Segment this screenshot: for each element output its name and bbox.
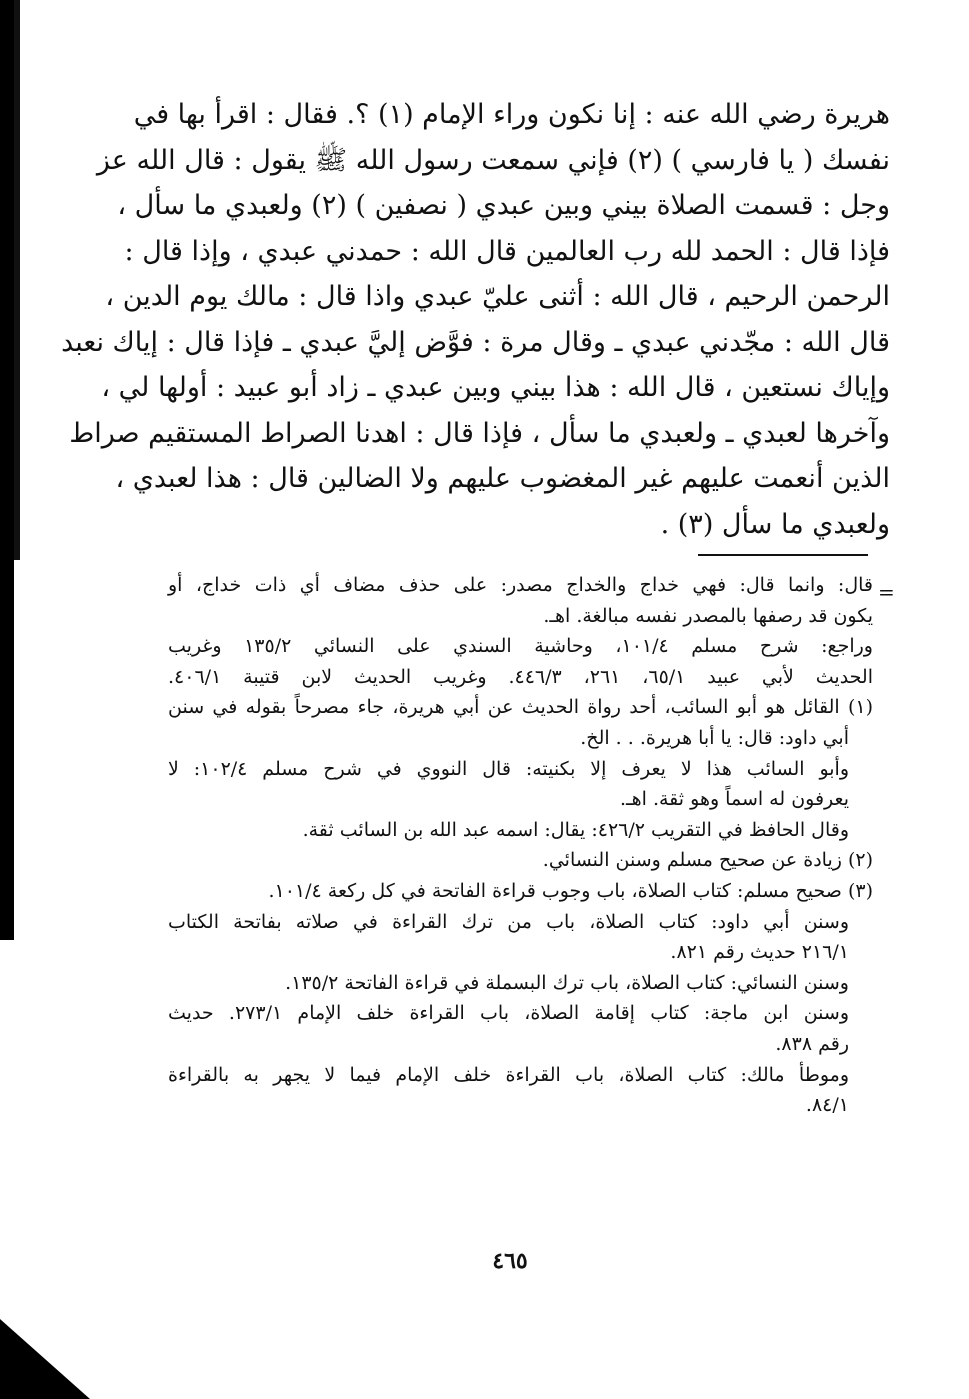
footnote-line: أبي داود: قال: يا أبا هريرة. . . الخ. [580, 726, 849, 749]
main-line: الذين أنعمت عليهم غير المغضوب عليهم ولا الضالين قال : هذا لعبدي ، [115, 463, 890, 494]
main-line: فإذا قال : الحمد لله رب العالمين قال الله : حمدني عبدي ، وإذا قال : [124, 235, 890, 267]
footnote-line: رقم ٨٣٨. [775, 1032, 849, 1055]
footnote-line: وراجع: شرح مسلم ١٠١/٤، وحاشية السندي على النسائي ١٣٥/٢ وغريب [168, 635, 873, 658]
footnote-line: وسنن النسائي: كتاب الصلاة، باب ترك البسملة في قراءة الفاتحة ١٣٥/٢. [285, 971, 849, 994]
main-text-block [61, 92, 890, 547]
footnote-line: وسنن ابن ماجة: كتاب إقامة الصلاة، باب القراءة خلف الإمام ٢٧٣/١. حديث [168, 1002, 850, 1025]
main-line: وجل : قسمت الصلاة بيني وبين عبدي ( نصفين ) (٢) ولعبدي ما سأل ، [117, 190, 890, 221]
main-line: ولعبدي ما سأل (٣) . [660, 508, 890, 540]
main-line: هريرة رضي الله عنه : إنا نكون وراء الإمام (١) ؟. فقال : اقرأ بها في [133, 99, 890, 130]
main-line: الرحمن الرحيم ، قال الله : أثنى عليّ عبدي واذا قال : مالك يوم الدين ، [105, 281, 890, 312]
footnote-line: وأبو السائب هذا لا يعرف إلا بكنيته: قال النووي في شرح مسلم ١٠٢/٤: لا [168, 757, 850, 780]
footnote-line: ٢١٦/١ حديث رقم ٨٢١. [670, 941, 849, 964]
footnotes-block [168, 570, 873, 1121]
footnote-line: وموطأ مالك: كتاب الصلاة، باب القراءة خلف الإمام فيما لا يجهر به بالقراءة [168, 1063, 849, 1086]
footnote-line: يعرفون له اسماً وهو ثقة. اهـ. [620, 788, 849, 811]
footnote-line: (٣) صحيح مسلم: كتاب الصلاة، باب وجوب قراءة الفاتحة في كل ركعة ١٠١/٤. [268, 879, 873, 902]
footnote-line: قال: وانما قال: فهي خداج والخداج مصدر: على حذف مضاف أي ذات خداج، أو [168, 574, 873, 596]
main-line: نفسك ( يا فارسي ) (٢) فإني سمعت رسول الله ﷺ يقول : قال الله عز [96, 144, 890, 176]
footnote-line: وقال الحافظ في التقريب ٤٢٦/٢: يقال: اسمه عبد الله بن السائب ثقة. [302, 818, 849, 841]
footnote-separator [698, 554, 868, 556]
scan-corner-shadow [0, 1319, 90, 1399]
footnote-line: (١) القائل هو أبو السائب، أحد رواة الحديث عن أبي هريرة، جاء مصرحاً بقوله في سنن [168, 696, 873, 719]
main-line: قال الله : مجّدني عبدي ـ وقال مرة : فوَّض إليَّ عبدي ـ فإذا قال : إياك نعبد [61, 326, 890, 358]
footnote-line: الحديث لأبي عبيد ٦٥/١، ٢٦١، ٤٤٦/٣. وغريب الحديث لابن قتيبة ٤٠٦/١. [168, 665, 873, 688]
footnote-line: يكون قد رصفها بالمصدر نفسه مبالغة. اهـ. [543, 604, 873, 627]
main-line: وإياك نستعين ، قال الله : هذا بيني وبين عبدي ـ زاد أبو عبيد : أولها لي ، [101, 372, 890, 403]
page-number: ٤٦٥ [492, 1248, 528, 1274]
footnote-line: وسنن أبي داود: كتاب الصلاة، باب من ترك القراءة في صلاته بفاتحة الكتاب [168, 910, 849, 933]
footnote-line: (٢) زيادة عن صحيح مسلم وسنن النسائي. [542, 849, 873, 872]
main-line: وآخرها لعبدي ـ ولعبدي ما سأل ، فإذا قال : اهدنا الصراط المستقيم صراط [69, 417, 890, 449]
scan-edge-bar-thin [14, 0, 20, 560]
scan-edge-bar [0, 0, 14, 940]
footnote-line: ٨٤/١. [805, 1094, 849, 1117]
footnote-continuation-marker: = [878, 580, 895, 604]
